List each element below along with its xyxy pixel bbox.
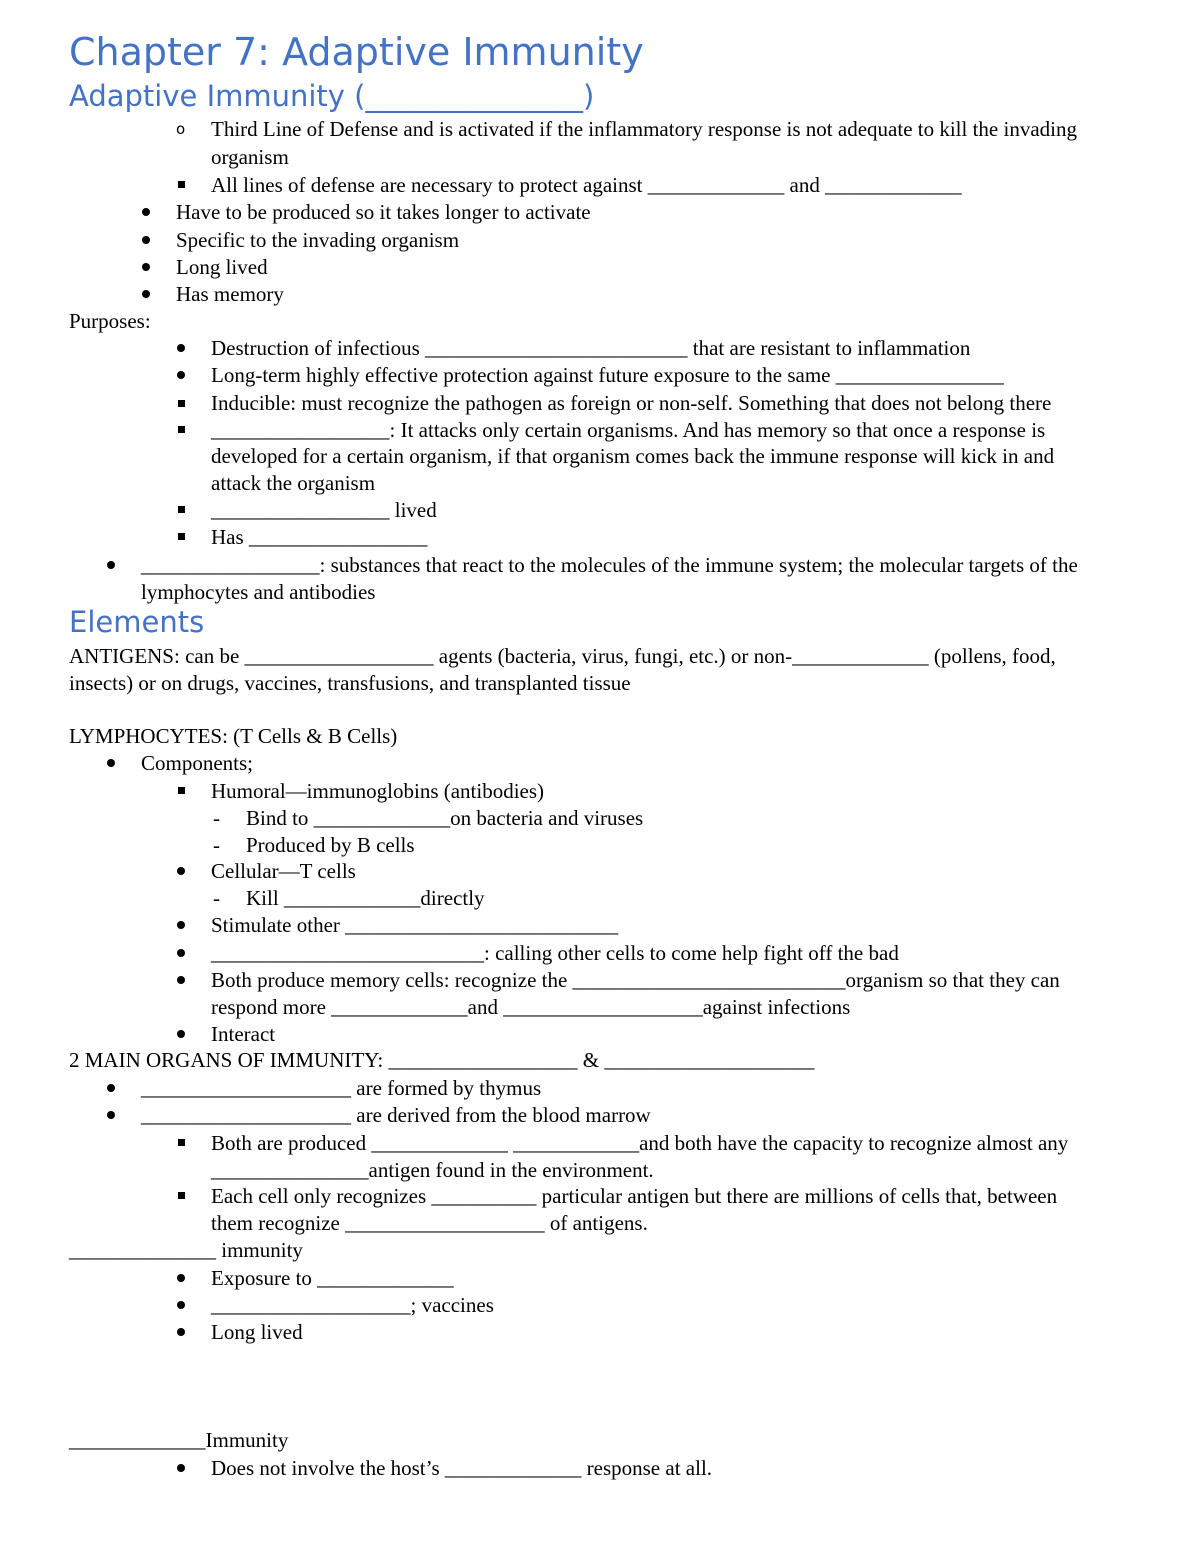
heading-elements: Elements — [69, 605, 205, 639]
square-bullet-icon — [178, 1192, 185, 1199]
bullet-icon — [107, 1084, 115, 1092]
square-bullet-icon — [178, 426, 185, 433]
page-title: Chapter 7: Adaptive Immunity — [69, 30, 644, 74]
text-line: Have to be produced so it takes longer to activate — [176, 200, 591, 224]
bullet-icon — [177, 921, 185, 929]
text-line: Long lived — [176, 255, 268, 279]
text-line: Has _________________ — [211, 525, 428, 549]
bullet-icon — [107, 759, 115, 767]
text-line: ______________ immunity — [69, 1238, 303, 1262]
text-line: ____________________ are derived from the blood marrow — [141, 1103, 651, 1127]
text-line: Bind to _____________on bacteria and viruses — [246, 806, 644, 830]
text-line: LYMPHOCYTES: (T Cells & B Cells) — [69, 724, 398, 748]
text-line: insects) or on drugs, vaccines, transfusions, and transplanted tissue — [69, 671, 631, 695]
text-line: Long-term highly effective protection against future exposure to the same ________________ — [211, 363, 1004, 387]
text-line: Interact — [211, 1022, 276, 1046]
bullet-icon — [177, 1274, 185, 1282]
bullet-icon — [177, 976, 185, 984]
bullet-icon — [177, 344, 185, 352]
text-line: Both are produced _____________ ____________and both have the capacity to recognize almost any — [211, 1131, 1069, 1155]
text-line: organism — [211, 145, 289, 169]
dash-bullet-icon: - — [213, 833, 220, 857]
bullet-icon — [177, 1030, 185, 1038]
circle-bullet-icon: o — [176, 120, 186, 138]
text-line: Third Line of Defense and is activated if the inflammatory response is not adequate to kill the invading — [211, 117, 1077, 141]
text-line: ___________________; vaccines — [211, 1293, 494, 1317]
text-line: All lines of defense are necessary to protect against _____________ and _____________ — [211, 173, 962, 197]
square-bullet-icon — [178, 181, 185, 188]
text-line: Destruction of infectious _________________________ that are resistant to inflammation — [211, 336, 971, 360]
text-line: ____________________ are formed by thymus — [141, 1076, 542, 1100]
text-line: developed for a certain organism, if that organism comes back the immune response will kick in and — [211, 444, 1055, 468]
text-line: Each cell only recognizes __________ particular antigen but there are millions of cells that, between — [211, 1184, 1058, 1208]
bullet-icon — [107, 561, 115, 569]
dash-bullet-icon: - — [213, 806, 220, 830]
text-line: Kill _____________directly — [246, 886, 485, 910]
dash-bullet-icon: - — [213, 886, 220, 910]
bullet-icon — [142, 290, 150, 298]
square-bullet-icon — [178, 787, 185, 794]
text-line: Purposes: — [69, 309, 151, 333]
square-bullet-icon — [178, 533, 185, 540]
text-line: them recognize ___________________ of antigens. — [211, 1211, 648, 1235]
text-line: Stimulate other __________________________ — [211, 913, 619, 937]
text-line: __________________________: calling other cells to come help fight off the bad — [211, 941, 899, 965]
bullet-icon — [142, 208, 150, 216]
text-line: _______________antigen found in the environment. — [211, 1158, 654, 1182]
bullet-icon — [177, 867, 185, 875]
text-line: Exposure to _____________ — [211, 1266, 454, 1290]
text-line: Produced by B cells — [246, 833, 415, 857]
text-line: Both produce memory cells: recognize the __________________________organism so that they can — [211, 968, 1060, 992]
text-line: respond more _____________and ___________________against infections — [211, 995, 851, 1019]
text-line: Does not involve the host’s _____________ response at all. — [211, 1456, 713, 1480]
text-line: Inducible: must recognize the pathogen as foreign or non-self. Something that does not belong there — [211, 391, 1052, 415]
text-line: Specific to the invading organism — [176, 228, 460, 252]
text-line: _________________ lived — [211, 498, 437, 522]
text-line: Humoral—immunoglobins (antibodies) — [211, 779, 545, 803]
bullet-icon — [177, 949, 185, 957]
text-line: 2 MAIN ORGANS OF IMMUNITY: __________________ & ____________________ — [69, 1048, 815, 1072]
text-line: _________________: It attacks only certain organisms. And has memory so that once a response is — [211, 418, 1046, 442]
heading-adaptive-immunity: Adaptive Immunity (_______________) — [69, 79, 595, 113]
square-bullet-icon — [178, 400, 185, 407]
text-line: Components; — [141, 751, 254, 775]
text-line: _____________Immunity — [69, 1428, 289, 1452]
bullet-icon — [142, 263, 150, 271]
text-line: _________________: substances that react to the molecules of the immune system; the molecular targets of the — [141, 553, 1078, 577]
bullet-icon — [107, 1111, 115, 1119]
square-bullet-icon — [178, 506, 185, 513]
text-line: ANTIGENS: can be __________________ agents (bacteria, virus, fungi, etc.) or non-_____________ (pollens, food, — [69, 644, 1056, 668]
text-line: Long lived — [211, 1320, 303, 1344]
text-line: lymphocytes and antibodies — [141, 580, 376, 604]
bullet-icon — [177, 1464, 185, 1472]
text-line: Cellular—T cells — [211, 859, 356, 883]
text-line: Has memory — [176, 282, 284, 306]
text-line: attack the organism — [211, 471, 376, 495]
bullet-icon — [177, 1301, 185, 1309]
bullet-icon — [142, 236, 150, 244]
bullet-icon — [177, 1328, 185, 1336]
square-bullet-icon — [178, 1139, 185, 1146]
bullet-icon — [177, 371, 185, 379]
